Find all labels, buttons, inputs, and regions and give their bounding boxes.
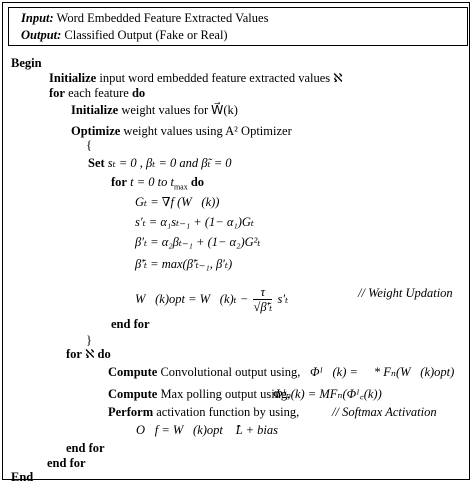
compute-conv-line (108, 365, 300, 380)
for-t-text: t = 0 to t (126, 175, 174, 189)
optimize-text: weight values using A² Optimizer (120, 124, 292, 138)
for-n-line (66, 347, 111, 362)
weight-update-right: s′ₜ (277, 291, 289, 306)
pool-equation: Φᴵₚ(k) = MFₙ(Φᴵ꜀(k)) (273, 387, 382, 401)
weight-update-fraction (253, 286, 272, 314)
do-keyword: do (131, 86, 146, 100)
set-line (88, 156, 232, 171)
brace-open: { (86, 138, 92, 152)
conv-equation: Φᴵ꜀(k) = ℵ * Fₙ(W⃗(k)opt) (310, 365, 455, 379)
for-t-line (111, 175, 204, 190)
softmax-comment: // Softmax Activation (332, 405, 437, 419)
fraction-denominator: √β̃′ₜ (253, 300, 273, 314)
input-text: Word Embedded Feature Extracted Values (53, 11, 269, 25)
output-equation: O꜀f = W⃗(k)opt ℵ̂L + bias (136, 423, 278, 437)
init-text: input word embedded feature extracted values ℵ (96, 71, 343, 85)
init-weights-text: weight values for W⃗(k) (118, 103, 238, 117)
for-n-keyword: for (66, 347, 82, 361)
output-label: Output: (21, 28, 62, 42)
end-keyword: End (11, 470, 34, 484)
perform-line (108, 405, 299, 420)
compute-pool-text: Max polling output using, (157, 387, 291, 401)
init-weights-keyword: Initialize (71, 103, 119, 117)
init-keyword: Initialize (49, 71, 97, 85)
compute-conv-text: Convolutional output using, (157, 365, 301, 379)
set-text: sₜ = 0 , βₜ = 0 and β̃ₜ = 0 (104, 156, 232, 170)
optimize-line (71, 124, 292, 139)
begin-keyword: Begin (11, 56, 42, 70)
algorithm-frame (2, 2, 470, 484)
init-line (49, 71, 343, 86)
optimize-keyword: Optimize (71, 124, 121, 138)
weight-update-left: W⃗(k)opt = W⃗(k)ₜ − (135, 291, 249, 306)
fraction-numerator: τ (253, 286, 272, 300)
compute-pool-line (108, 387, 290, 402)
perform-keyword: Perform (108, 405, 154, 419)
init-weights-line (71, 103, 238, 118)
for-t-keyword: for (111, 175, 127, 189)
brace-close: } (86, 333, 92, 347)
for-each-line (49, 86, 145, 101)
first-moment-equation: s′ₜ = α₁sₜ₋₁ + (1− α₁)Gₜ (135, 215, 255, 229)
weight-updation-comment: // Weight Updation (358, 286, 453, 300)
for-t-do: do (187, 175, 205, 189)
for-t-sub: max (173, 182, 188, 192)
io-box (8, 7, 468, 46)
second-moment-equation: β′ₜ = α₂βₜ₋₁ + (1− α₂)G²ₜ (135, 235, 261, 249)
perform-text: activation function by using, (153, 405, 300, 419)
for-n-text: ℵ (81, 347, 98, 361)
compute-conv-keyword: Compute (108, 365, 158, 379)
compute-pool-keyword: Compute (108, 387, 158, 401)
input-label: Input: (21, 11, 54, 25)
set-keyword: Set (88, 156, 105, 170)
for-n-do: do (97, 347, 111, 361)
end-for-outer: end for (47, 456, 86, 470)
for-each-text: each feature (64, 86, 132, 100)
gradient-equation: Gₜ = ∇f (W⃗(k)) (135, 195, 220, 209)
input-line (21, 11, 268, 26)
end-for-inner: end for (111, 317, 150, 331)
output-text: Classified Output (Fake or Real) (61, 28, 228, 42)
end-for-middle: end for (66, 441, 105, 455)
weight-update-equation (135, 286, 288, 314)
output-line (21, 28, 228, 43)
max-moment-equation: β̃′ₜ = max(β̃′ₜ₋₁, β′ₜ) (135, 257, 233, 271)
for-keyword: for (49, 86, 65, 100)
